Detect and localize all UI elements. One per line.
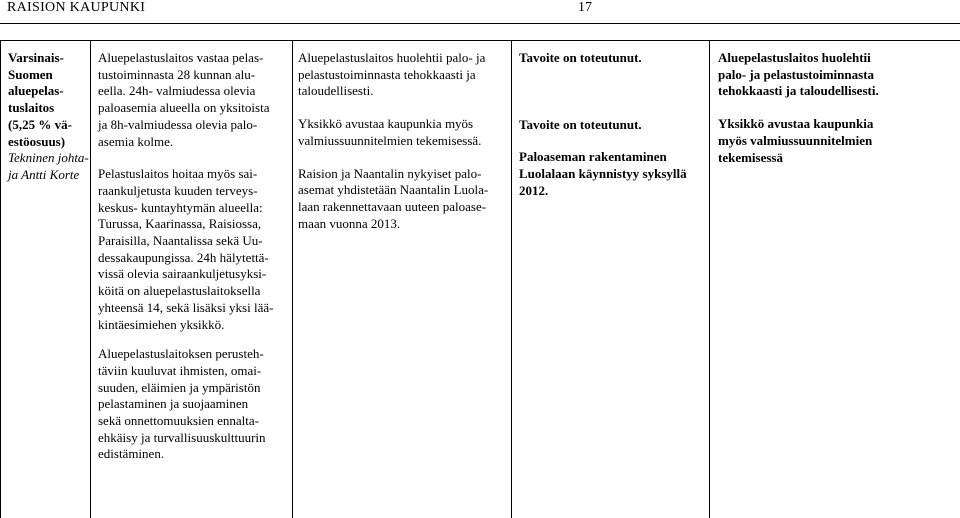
organization-name: Varsinais- Suomen aluepelas- tuslaitos (5,25 % vä- estöosuus) — [8, 50, 72, 149]
realization-paragraph-3: Paloaseman rakentaminen Luolalaan käynnistyy syksyllä 2012. — [519, 149, 687, 198]
table-top-border — [0, 40, 960, 41]
organization-cell — [8, 50, 90, 184]
description-paragraph-1: Aluepelastuslaitos vastaa pelas- tustoiminnasta 28 kunnan alu- eella. 24h- valmiudessa olevia paloasemia alueella on yksitoista ja 8h-valmiudessa olevia palo- asemia kolme. — [98, 50, 270, 149]
goal-paragraph-1: Aluepelastuslaitos huolehtii palo- ja pelastustoiminnasta tehokkaasti ja taloudellisesti. — [298, 50, 486, 99]
description-paragraph-2: Pelastuslaitos hoitaa myös sai- raankuljetusta kuuden terveys- keskus- kuntayhtymän alueella: Turussa, Kaarinassa, Raisiossa, Paraisilla, Naantalissa sekä Uu- dessakaupungissa. 24h hälytettä- vissä olevia sairaankuljetusyksi- köitä on aluepelastuslaitoksella yhteensä 14, sekä lisäksi yksi lää- kintäesimiehen yksikkö. — [98, 166, 274, 332]
description-paragraph-3: Aluepelastuslaitoksen perusteh- täviin kuuluvat ihmisten, omai- suuden, eläimien ja ympäristön pelastaminen ja suojaaminen sekä onnettomuuksien ennalta- ehkäisy ja turvallisuuskulttuurin edistäminen. — [98, 346, 266, 462]
goal-paragraph-3: Raision ja Naantalin nykyiset palo- asemat yhdistetään Naantalin Luola- laan rakennettavaan uuteen paloase- maan vuonna 2013. — [298, 165, 489, 231]
goals-cell — [298, 50, 509, 232]
document-title: RAISION KAUPUNKI — [7, 0, 146, 15]
realization-paragraph-1: Tavoite on toteutunut. — [519, 50, 642, 65]
responsible-person: Tekninen johta- ja Antti Korte — [8, 150, 89, 182]
column-divider-4 — [709, 40, 710, 518]
column-divider-2 — [292, 40, 293, 518]
column-divider-1 — [90, 40, 91, 518]
next-goal-paragraph-2: Yksikkö avustaa kaupunkia myös valmiussuunnitelmien tekemisessä — [718, 116, 874, 165]
description-cell — [98, 50, 290, 463]
next-goals-cell — [718, 50, 958, 166]
table-border-left — [0, 40, 1, 518]
next-goal-paragraph-1: Aluepelastuslaitos huolehtii palo- ja pelastustoiminnasta tehokkaasti ja taloudellisesti. — [718, 50, 879, 99]
header-rule — [0, 23, 960, 24]
page-number: 17 — [578, 0, 592, 15]
goal-paragraph-2: Yksikkö avustaa kaupunkia myös valmiussuunnitelmien tekemisessä. — [298, 116, 482, 148]
realization-paragraph-2: Tavoite on toteutunut. — [519, 116, 642, 132]
column-divider-3 — [511, 40, 512, 518]
realization-cell — [519, 50, 707, 200]
